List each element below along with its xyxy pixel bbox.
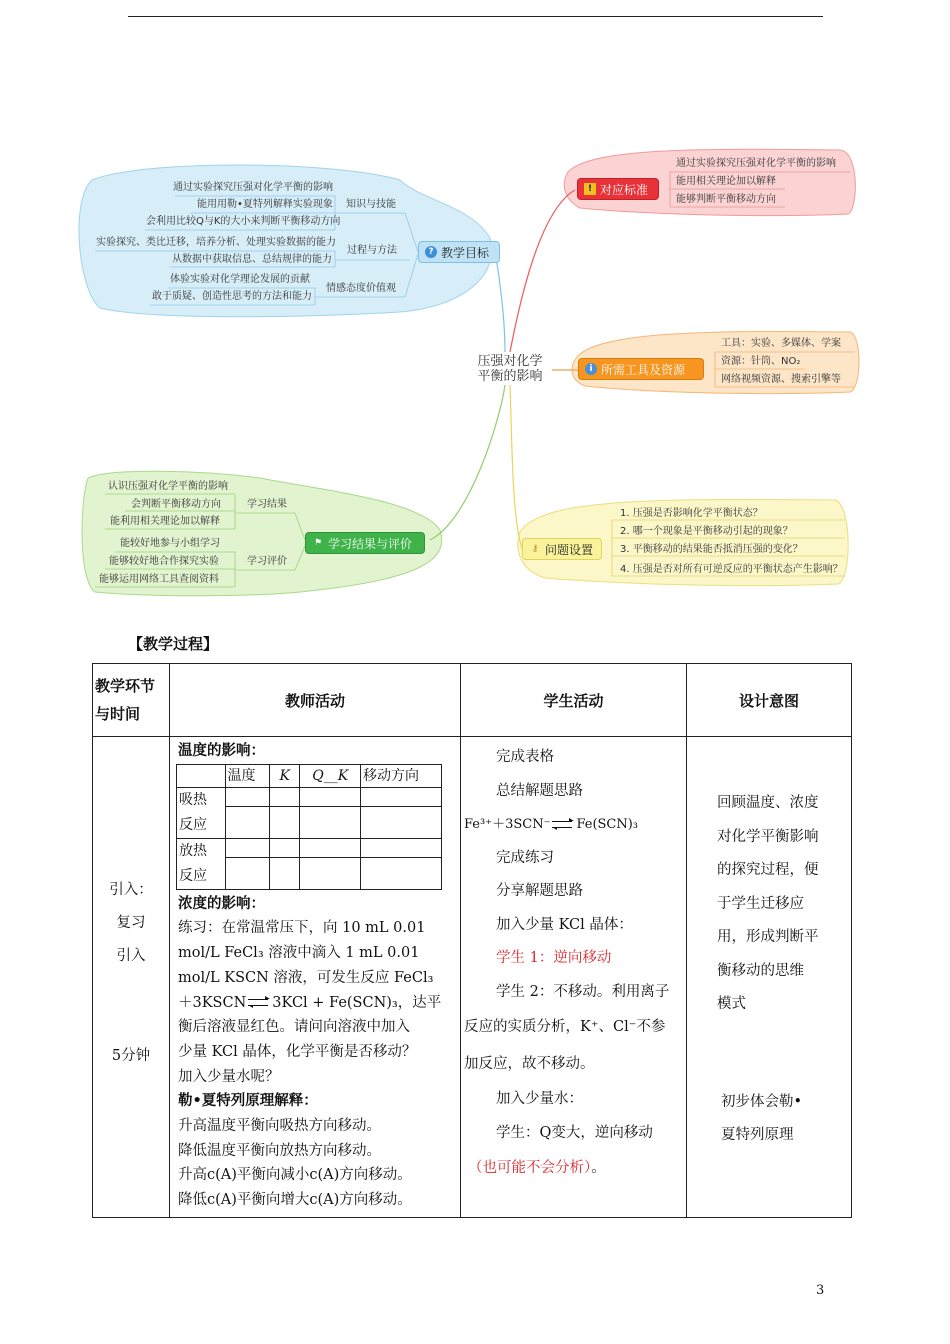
equilibrium-arrow-icon [552,818,574,832]
question-item: 4. 压强是否对所有可逆反应的平衡状态产生影响？ [620,564,843,575]
bulb-icon: i [585,363,597,375]
warning-icon: ! [584,183,596,195]
goal-item: 实验探究、类比迁移，培养分析、处理实验数据的能力 [96,237,336,248]
standard-item: 能够判断平衡移动方向 [676,194,776,205]
equilibrium-arrow-icon [248,996,270,1010]
question-item: 1. 压强是否影响化学平衡状态？ [620,508,763,519]
page-number: 3 [816,1283,825,1298]
flag-icon: ⚑ [313,538,323,548]
outcome-item: 能利用相关理论加以解释 [110,516,220,527]
standard-item: 能用相关理论加以解释 [676,176,776,187]
goals-node[interactable]: ? 教学目标 [418,241,500,263]
goal-item: 从数据中获取信息、总结规律的能力 [172,254,332,265]
header-stage: 教学环节 与时间 [93,664,170,737]
header-student: 学生活动 [461,664,687,737]
goal-item: 敢于质疑、创造性思考的方法和能力 [152,291,312,302]
standards-node[interactable]: ! 对应标准 [577,178,659,200]
practice-equation: ＋3KSCN 3KCl + Fe(SCN)₃，达平 [178,994,442,1011]
mindmap-center-topic: 压强对化学 平衡的影响 [477,354,543,384]
teaching-process-table [92,663,852,1218]
table-row [93,737,852,1218]
key-icon: ⚷ [531,544,539,554]
principle-title: 勒•夏特列原理解释： [178,1093,318,1110]
design-intent-cell: 回顾温度、浓度 对化学平衡影响 的探究过程，便 于学生迁移应 用，形成判断平 衡移动的思维 模式 初步体会勒• 夏特列原理 [687,737,852,1218]
standard-item: 通过实验探究压强对化学平衡的影响 [676,158,836,169]
outcome-item: 能够较好地合作探究实验 [109,556,219,567]
goal-group-label: 情感态度价值观 [326,283,396,294]
header-design: 设计意图 [687,664,852,737]
student1-answer: 学生 1：逆向移动 [496,950,612,966]
table-header-row [93,664,852,737]
outcome-item: 认识压强对化学平衡的影响 [108,481,228,492]
outcome-item: 能较好地参与小组学习 [120,538,220,549]
mini-header-row: 温度 K Q__K 移动方向 [177,764,442,787]
concentration-title: 浓度的影响： [178,895,265,912]
stage-cell: 引入： 复习 引入 5分钟 [93,737,170,1218]
question-item: 3. 平衡移动的结果能否抵消压强的变化？ [620,544,803,555]
goal-item: 通过实验探究压强对化学平衡的影响 [173,182,333,193]
questions-node[interactable]: ⚷ 问题设置 [522,538,602,560]
goal-group-label: 过程与方法 [347,245,397,256]
header-teacher: 教师活动 [170,664,461,737]
tool-item: 资源：针筒、NO₂ [721,356,801,367]
outcomes-node[interactable]: ⚑ 学习结果与评价 [305,532,425,554]
outcome-item: 会判断平衡移动方向 [131,499,221,510]
outcome-group-label: 学习结果 [247,499,287,510]
goal-group-label: 知识与技能 [346,199,396,210]
question-item: 2. 哪一个现象是平衡移动引起的现象？ [620,526,793,537]
tool-item: 网络视频资源、搜索引擎等 [721,374,841,385]
goal-item: 能用用勒•夏特列解释实验现象 [197,199,333,210]
student-note: （也可能不会分析） [468,1160,592,1176]
teacher-activity-cell: 温度的影响： 温度 K Q__K 移动方向 吸热 反应 放热 反应 浓度的影响： 练习：在常温常压下，向 10 mL 0.01 mol/L FeCl₃ 溶液中滴入 1 mL 0.01 mol/L KSCN 溶液，可发生反应 FeCl₃ ＋3KSCN 3KCl + Fe(SCN)₃，达平 衡后溶液显红色。请问向溶液中加入 少量 KCl 晶体，化学平衡是否移动？ 加入少量水呢？ 勒•夏特列原理解释： 升高温度平衡向吸热方向移动。 降低温度平衡向放热方向移动。 升高c(A)平衡向减小c(A)方向移动。 降低c(A)平衡向增大c(A)方向移动。 [170,737,461,1218]
mini-row: 放热 反应 [177,838,442,858]
outcome-group-label: 学习评价 [247,556,287,567]
section-title: 【教学过程】 [128,635,219,653]
temperature-table [176,764,442,890]
temperature-title: 温度的影响： [178,743,265,759]
tools-node[interactable]: i 所需工具及资源 [578,358,704,380]
goal-item: 体验实验对化学理论发展的贡献 [170,274,310,285]
student-activity-cell: 完成表格 总结解题思路 Fe³⁺＋3SCN⁻ Fe(SCN)₃ 完成练习 分享解题思路 加入少量 KCl 晶体： 学生 1：逆向移动 学生 2：不移动。利用离子 反应的实质分析，K⁺、Cl⁻不参 加反应，故不移动。 加入少量水： 学生：Q变大，逆向移动 （也可能不会分析）。 [461,737,687,1218]
student-equation: Fe³⁺＋3SCN⁻ Fe(SCN)₃ [464,817,639,832]
outcome-item: 能够运用网络工具查阅资料 [99,574,219,585]
tool-item: 工具：实验、多媒体、学案 [721,338,841,349]
mini-row: 吸热 反应 [177,787,442,807]
question-icon: ? [425,246,437,258]
goal-item: 会利用比较Q与K的大小来判断平衡移动方向 [146,216,341,227]
